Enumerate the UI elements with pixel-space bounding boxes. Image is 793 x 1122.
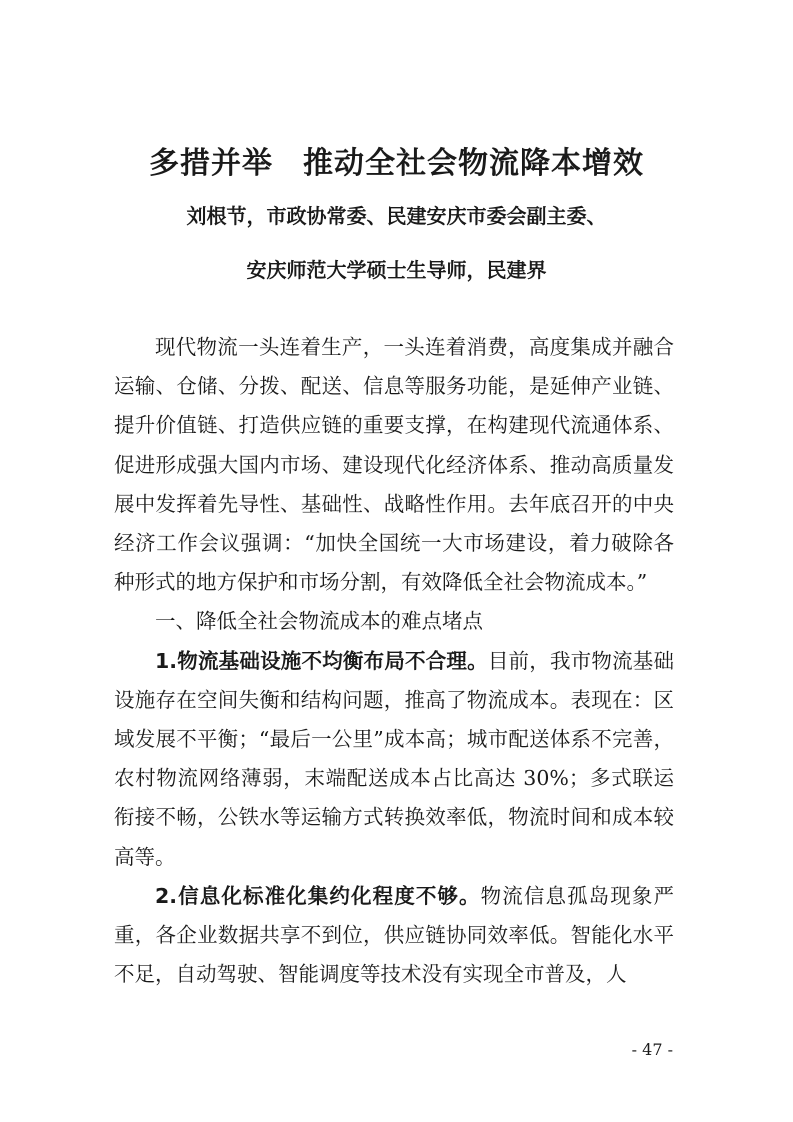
intro-paragraph: 现代物流一头连着生产，一头连着消费，高度集成并融合运输、仓储、分拨、配送、信息等服务功能，是延伸产业链、提升价值链、打造供应链的重要支撑，在构建现代流通体系、促进形成强大国内市场、建设现代化经济体系、推动高质量发展中发挥着先导性、基础性、战略性作用。去年底召开的中央经济工作会议强调：“加快全国统一大市场建设，着力破除各种形式的地方保护和市场分割，有效降低全社会物流成本。” [114,335,674,595]
point-1-text: 目前，我市物流基础设施存在空间失衡和结构问题，推高了物流成本。表现在：区域发展不平衡；“最后一公里”成本高；城市配送体系不完善，农村物流网络薄弱，末端配送成本占比高达 30%；多式联运衔接不畅，公铁水等运输方式转换效率低，物流时间和成本较高等。 [114,648,674,869]
point-2-title: 2.信息化标准化集约化程度不够。 [155,883,481,908]
point-2-paragraph [114,877,674,995]
author-line-1: 刘根节，市政协常委、民建安庆市委会副主委、 [186,204,607,228]
title-part-2: 推动全社会物流降本增效 [303,146,644,181]
author-line-2: 安庆师范大学硕士生导师，民建界 [246,258,547,282]
article-body [114,328,674,994]
point-1-title: 1.物流基础设施不均衡布局不合理。 [155,648,488,673]
section-heading: 一、降低全社会物流成本的难点堵点 [155,609,483,634]
point-1-paragraph [114,642,674,877]
title-part-1: 多措并举 [149,146,273,181]
point-2-text: 物流信息孤岛现象严重，各企业数据共享不到位，供应链协同效率低。智能化水平不足，自动驾驶、智能调度等技术没有实现全市普及，人 [114,883,674,987]
article-title [0,140,793,188]
page-number: - 47 - [631,1040,673,1059]
